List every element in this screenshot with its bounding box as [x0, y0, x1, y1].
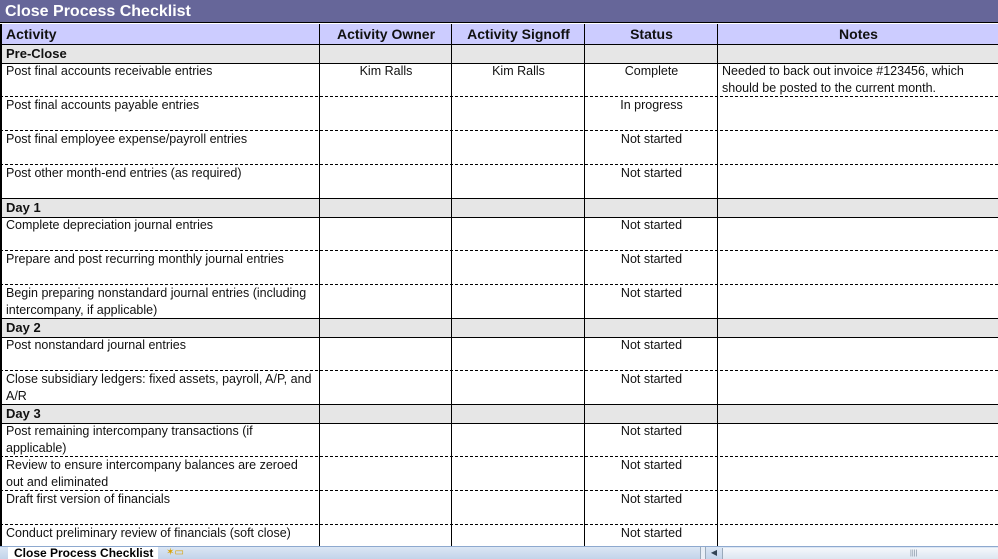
owner-cell[interactable]	[319, 456, 451, 490]
notes-cell[interactable]	[717, 164, 998, 198]
activity-cell[interactable]: Post final employee expense/payroll entries	[0, 130, 319, 164]
activity-cell[interactable]: Post nonstandard journal entries	[0, 336, 319, 370]
section-row-day-3	[0, 404, 998, 424]
table-row	[0, 422, 998, 457]
activity-cell[interactable]: Review to ensure intercompany balances are zeroed out and eliminated	[0, 456, 319, 490]
owner-cell[interactable]	[319, 490, 451, 524]
signoff-cell[interactable]	[451, 490, 584, 524]
status-cell[interactable]: Not started	[584, 164, 717, 198]
status-cell[interactable]: In progress	[584, 96, 717, 130]
owner-cell[interactable]	[319, 524, 451, 546]
signoff-cell[interactable]	[451, 524, 584, 546]
status-cell[interactable]: Not started	[584, 130, 717, 164]
status-cell[interactable]: Not started	[584, 422, 717, 456]
section-empty-cell[interactable]	[717, 319, 998, 337]
status-cell[interactable]: Not started	[584, 250, 717, 284]
section-label[interactable]: Day 1	[0, 199, 319, 217]
status-cell[interactable]: Not started	[584, 216, 717, 250]
activity-cell[interactable]: Post final accounts payable entries	[0, 96, 319, 130]
notes-cell[interactable]	[717, 130, 998, 164]
activity-cell[interactable]: Post remaining intercompany transactions (if applicable)	[0, 422, 319, 456]
notes-cell[interactable]	[717, 524, 998, 546]
activity-cell[interactable]: Post other month-end entries (as required)	[0, 164, 319, 198]
signoff-cell[interactable]	[451, 164, 584, 198]
section-label[interactable]: Pre-Close	[0, 45, 319, 63]
activity-cell[interactable]: Conduct preliminary review of financials (soft close)	[0, 524, 319, 546]
owner-cell[interactable]	[319, 422, 451, 456]
scroll-left-arrow-icon[interactable]: ◀	[710, 548, 718, 557]
table-row	[0, 490, 998, 525]
section-empty-cell[interactable]	[319, 319, 451, 337]
table-row	[0, 130, 998, 165]
table-row	[0, 96, 998, 131]
insert-worksheet-icon[interactable]: ✶▭	[166, 547, 184, 558]
column-header-activity[interactable]: Activity	[0, 24, 319, 44]
column-header-signoff[interactable]: Activity Signoff	[451, 24, 584, 44]
sheet-tab-close-process-checklist[interactable]: Close Process Checklist	[8, 546, 158, 559]
notes-cell[interactable]	[717, 284, 998, 318]
notes-cell[interactable]	[717, 216, 998, 250]
scrollbar-grip-icon[interactable]: ||||	[910, 550, 918, 557]
owner-cell[interactable]	[319, 130, 451, 164]
status-cell[interactable]: Not started	[584, 524, 717, 546]
table-row	[0, 524, 998, 546]
signoff-cell[interactable]	[451, 336, 584, 370]
status-cell[interactable]: Not started	[584, 490, 717, 524]
section-empty-cell[interactable]	[319, 199, 451, 217]
sheet-title: Close Process Checklist	[0, 0, 998, 23]
column-header-notes[interactable]: Notes	[717, 24, 998, 44]
signoff-cell[interactable]	[451, 216, 584, 250]
table-row	[0, 284, 998, 318]
section-empty-cell[interactable]	[319, 45, 451, 63]
owner-cell[interactable]	[319, 284, 451, 318]
table-row	[0, 370, 998, 404]
column-header-owner[interactable]: Activity Owner	[319, 24, 451, 44]
notes-cell[interactable]	[717, 250, 998, 284]
owner-cell[interactable]	[319, 250, 451, 284]
status-cell[interactable]: Not started	[584, 370, 717, 404]
signoff-cell[interactable]	[451, 96, 584, 130]
signoff-cell[interactable]	[451, 284, 584, 318]
section-empty-cell[interactable]	[584, 199, 717, 217]
section-empty-cell[interactable]	[451, 405, 584, 423]
signoff-cell[interactable]	[451, 456, 584, 490]
section-empty-cell[interactable]	[451, 199, 584, 217]
signoff-cell[interactable]	[451, 422, 584, 456]
section-empty-cell[interactable]	[584, 319, 717, 337]
notes-cell[interactable]	[717, 370, 998, 404]
column-header-status[interactable]: Status	[584, 24, 717, 44]
section-empty-cell[interactable]	[584, 45, 717, 63]
section-row-day-1	[0, 198, 998, 218]
signoff-cell[interactable]	[451, 250, 584, 284]
activity-cell[interactable]: Draft first version of financials	[0, 490, 319, 524]
activity-cell[interactable]: Prepare and post recurring monthly journal entries	[0, 250, 319, 284]
owner-cell[interactable]	[319, 96, 451, 130]
notes-cell[interactable]	[717, 456, 998, 490]
section-row-pre-close	[0, 44, 998, 64]
table-row	[0, 62, 998, 97]
owner-cell[interactable]	[319, 370, 451, 404]
section-empty-cell[interactable]	[319, 405, 451, 423]
owner-cell[interactable]	[319, 336, 451, 370]
header-row	[0, 24, 998, 45]
signoff-cell[interactable]: Kim Ralls	[451, 62, 584, 96]
table-row	[0, 216, 998, 251]
section-empty-cell[interactable]	[584, 405, 717, 423]
section-empty-cell[interactable]	[451, 319, 584, 337]
section-label[interactable]: Day 3	[0, 405, 319, 423]
notes-cell[interactable]	[717, 336, 998, 370]
section-empty-cell[interactable]	[717, 45, 998, 63]
section-label[interactable]: Day 2	[0, 319, 319, 337]
notes-cell[interactable]	[717, 422, 998, 456]
section-row-day-2	[0, 318, 998, 338]
section-empty-cell[interactable]	[451, 45, 584, 63]
table-row	[0, 456, 998, 491]
status-cell[interactable]: Not started	[584, 336, 717, 370]
owner-cell[interactable]	[319, 216, 451, 250]
status-cell[interactable]: Not started	[584, 284, 717, 318]
section-empty-cell[interactable]	[717, 199, 998, 217]
status-cell[interactable]: Complete	[584, 62, 717, 96]
signoff-cell[interactable]	[451, 370, 584, 404]
tab-split-handle[interactable]	[700, 547, 706, 559]
owner-cell[interactable]	[319, 164, 451, 198]
status-cell[interactable]: Not started	[584, 456, 717, 490]
activity-cell[interactable]: Begin preparing nonstandard journal entries (including intercompany, if applicable)	[0, 284, 319, 318]
notes-cell[interactable]	[717, 490, 998, 524]
activity-cell[interactable]: Close subsidiary ledgers: fixed assets, payroll, A/P, and A/R	[0, 370, 319, 404]
activity-cell[interactable]: Complete depreciation journal entries	[0, 216, 319, 250]
notes-cell[interactable]: Needed to back out invoice #123456, which should be posted to the current month.	[717, 62, 998, 96]
horizontal-scrollbar[interactable]	[722, 548, 998, 559]
activity-cell[interactable]: Post final accounts receivable entries	[0, 62, 319, 96]
table-row	[0, 164, 998, 198]
notes-cell[interactable]	[717, 96, 998, 130]
signoff-cell[interactable]	[451, 130, 584, 164]
table-row	[0, 336, 998, 371]
section-empty-cell[interactable]	[717, 405, 998, 423]
sheet-tab-bar	[0, 546, 998, 559]
owner-cell[interactable]: Kim Ralls	[319, 62, 451, 96]
table-row	[0, 250, 998, 285]
